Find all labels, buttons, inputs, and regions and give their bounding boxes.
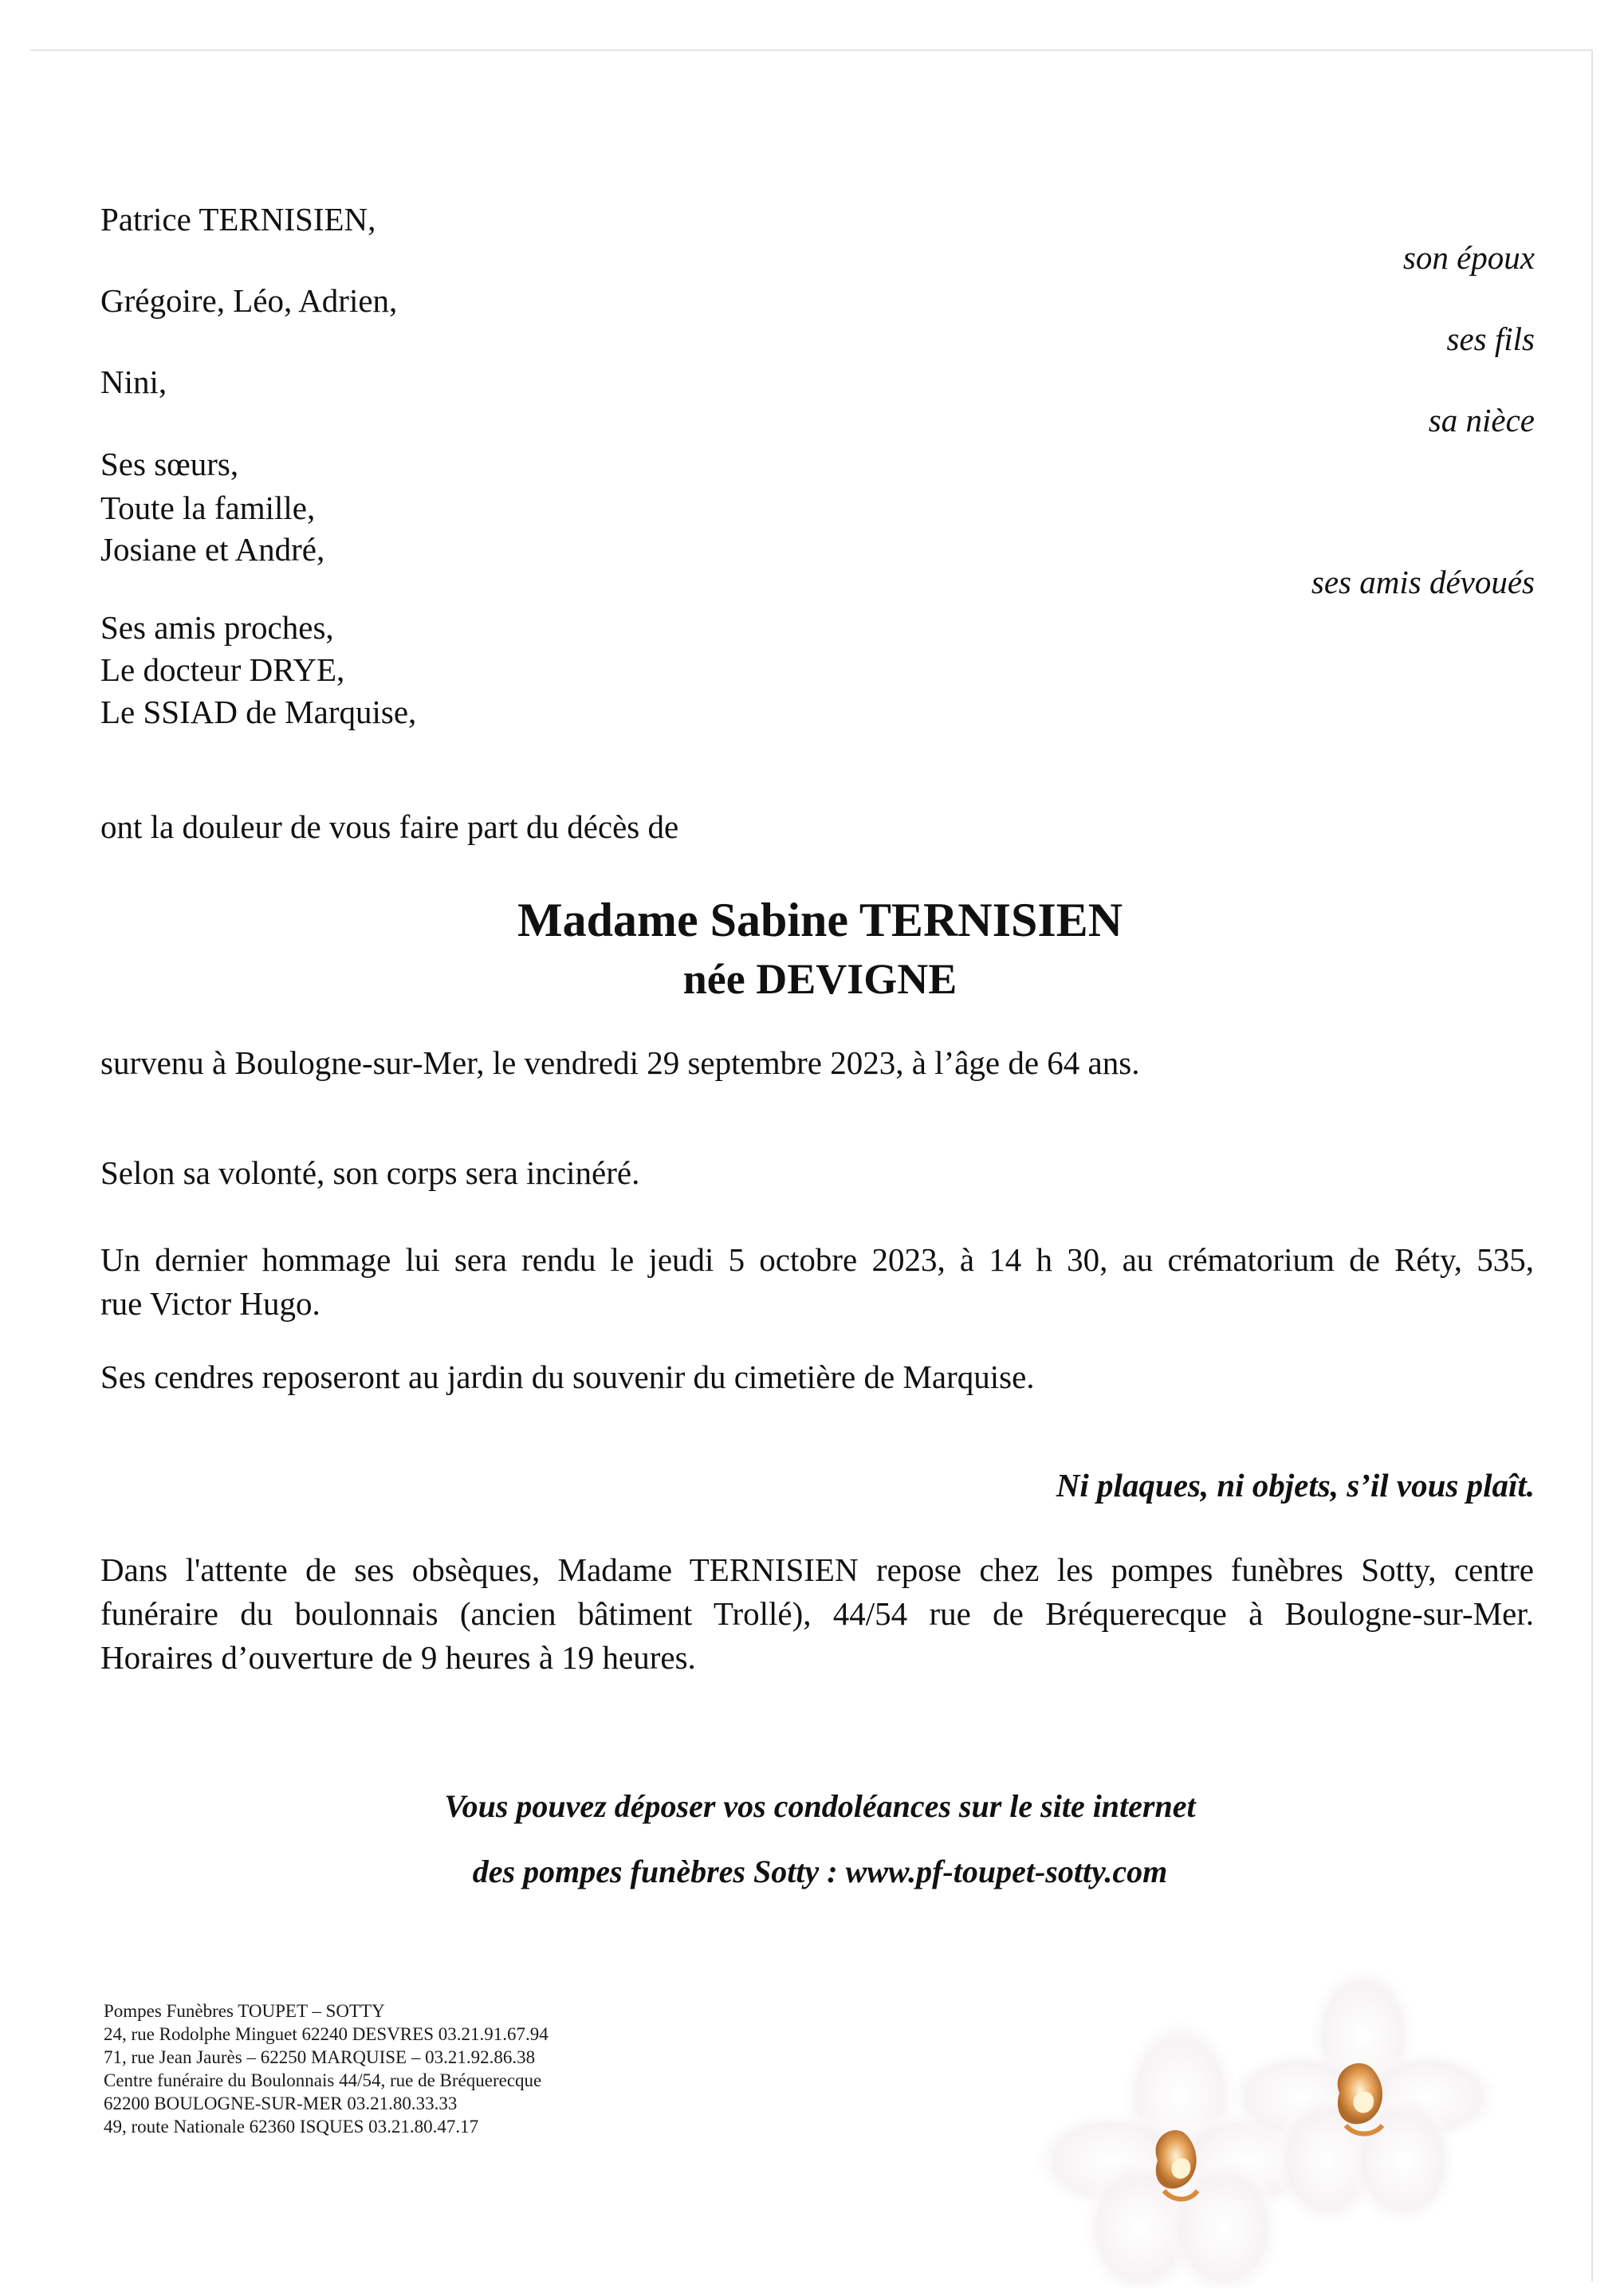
family-whole: Toute la famille, <box>100 489 316 526</box>
family-close-friends: Ses amis proches, <box>100 609 334 646</box>
cremation-note: Selon sa volonté, son corps sera incinéré. <box>100 1154 640 1191</box>
tribute-line-2: rue Victor Hugo. <box>100 1285 320 1322</box>
rest-line-3: Horaires d’ouverture de 9 heures à 19 heures. <box>100 1639 696 1676</box>
funeral-home-footer <box>104 1999 549 2138</box>
family-ssiad: Le SSIAD de Marquise, <box>100 694 417 730</box>
family-sons: Grégoire, Léo, Adrien, <box>100 282 398 319</box>
no-plaques-note: Ni plaques, ni objets, s’il vous plaît. <box>1056 1467 1535 1504</box>
footer-line: Centre funéraire du Boulonnais 44/54, rue de Bréquerecque <box>104 2070 542 2090</box>
deceased-name: Madame Sabine TERNISIEN <box>517 894 1123 946</box>
family-josiane-andre: Josiane et André, <box>100 531 325 568</box>
family-niece: Nini, <box>100 364 167 400</box>
family-doctor: Le docteur DRYE, <box>100 651 345 688</box>
role-niece: sa nièce <box>1428 402 1535 438</box>
footer-line: 49, route Nationale 62360 ISQUES 03.21.80.47.17 <box>104 2117 479 2137</box>
ashes-note: Ses cendres reposeront au jardin du souvenir du cimetière de Marquise. <box>100 1358 1035 1395</box>
condolences-line-1: Vous pouvez déposer vos condoléances sur le site internet <box>444 1788 1196 1824</box>
orchid-flowers-icon <box>1028 1969 1587 2288</box>
rest-line-2: funéraire du boulonnais (ancien bâtiment Trollé), 44/54 rue de Bréquerecque à Boulogne-sur-Mer. <box>100 1595 1534 1632</box>
family-husband: Patrice TERNISIEN, <box>100 201 376 238</box>
family-sisters: Ses sœurs, <box>100 446 239 482</box>
footer-line: 62200 BOULOGNE-SUR-MER 03.21.80.33.33 <box>104 2094 458 2113</box>
footer-line: Pompes Funèbres TOUPET – SOTTY <box>104 2001 385 2021</box>
tribute-paragraph <box>100 1238 1534 1326</box>
maiden-name: née DEVIGNE <box>682 955 957 1003</box>
tribute-line-1: Un dernier hommage lui sera rendu le jeudi 5 octobre 2023, à 14 h 30, au crématorium de Réty, 535, <box>100 1241 1534 1278</box>
footer-line: 24, rue Rodolphe Minguet 62240 DESVRES 03.21.91.67.94 <box>104 2024 549 2044</box>
rest-line-1: Dans l'attente de ses obsèques, Madame TERNISIEN repose chez les pompes funèbres Sotty, centre <box>100 1551 1534 1588</box>
footer-line: 71, rue Jean Jaurès – 62250 MARQUISE – 03.21.92.86.38 <box>104 2047 536 2067</box>
role-friends: ses amis dévoués <box>1311 564 1535 600</box>
role-sons: ses fils <box>1446 320 1535 357</box>
rest-paragraph <box>100 1548 1534 1680</box>
announcement-intro: ont la douleur de vous faire part du décès de <box>100 808 679 845</box>
condolences-line-2: des pompes funèbres Sotty : www.pf-toupet-sotty.com <box>472 1854 1168 1889</box>
death-info: survenu à Boulogne-sur-Mer, le vendredi 29 septembre 2023, à l’âge de 64 ans. <box>100 1044 1140 1081</box>
role-husband: son époux <box>1402 239 1535 276</box>
